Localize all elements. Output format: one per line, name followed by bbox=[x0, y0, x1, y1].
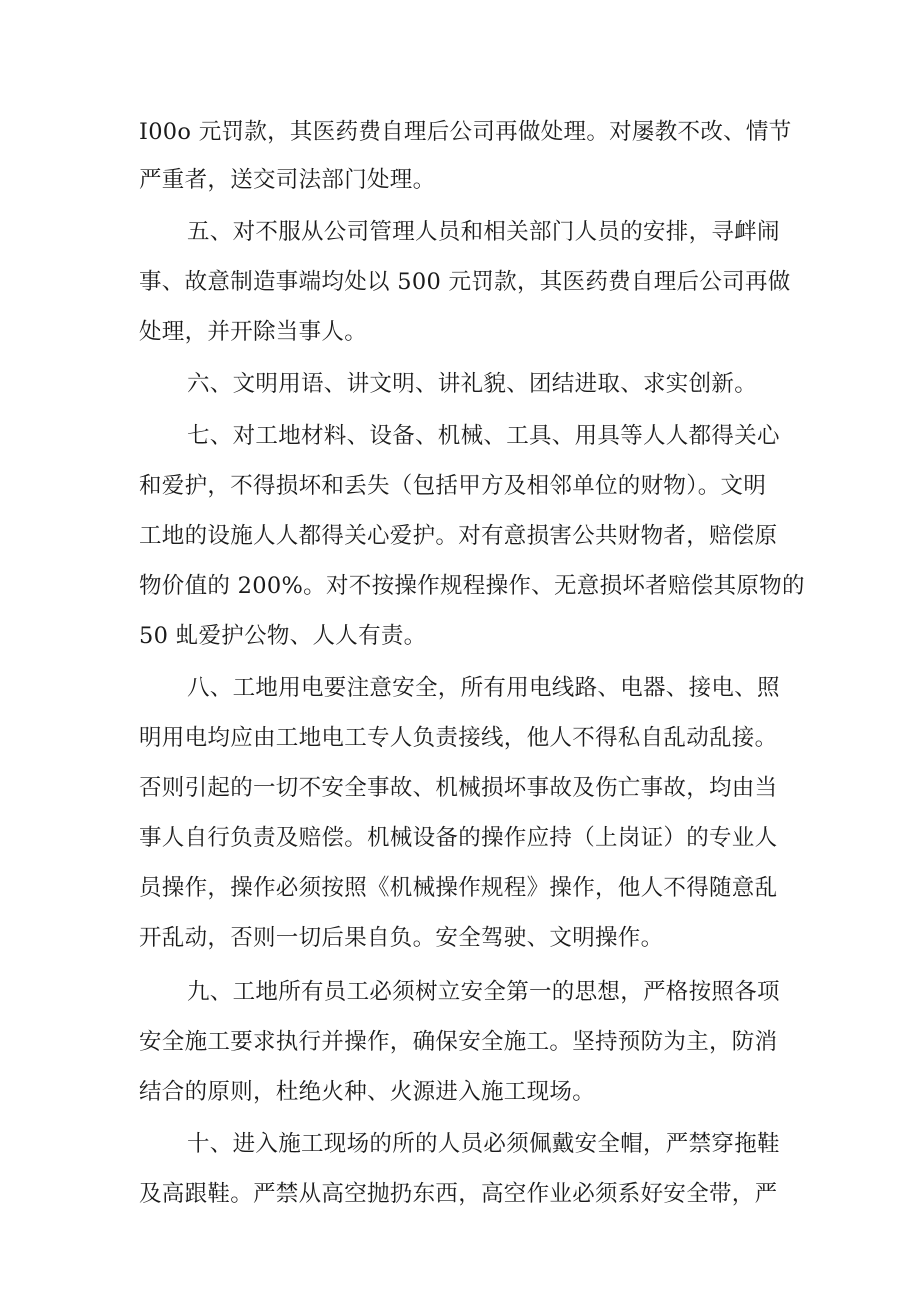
text-line: 50 虬爱护公物、人人有责。 bbox=[139, 623, 427, 649]
text-line: 九、工地所有员工必须树立安全第一的思想，严格按照各项 bbox=[187, 979, 780, 1005]
text-line: 员操作，操作必须按照《机械操作规程》操作，他人不得随意乱 bbox=[139, 875, 778, 901]
text-line: 和爱护，不得损坏和丢失（包括甲方及相邻单位的财物）。文明 bbox=[139, 473, 767, 499]
text-line: 处理，并开除当事人。 bbox=[139, 319, 368, 345]
text-line: 明用电均应由工地电工专人负责接线，他人不得私自乱动乱接。 bbox=[139, 725, 778, 751]
text-line: 否则引起的一切不安全事故、机械损坏事故及伤亡事故，均由当 bbox=[139, 775, 778, 801]
text-line: 六、文明用语、讲文明、讲礼貌、团结进取、求实创新。 bbox=[187, 371, 758, 397]
text-line: 十、进入施工现场的所的人员必须佩戴安全帽，严禁穿拖鞋 bbox=[187, 1131, 780, 1157]
text-line: 安全施工要求执行并操作，确保安全施工。坚持预防为主，防消 bbox=[139, 1029, 778, 1055]
text-line: 及高跟鞋。严禁从高空抛扔东西，高空作业必须系好安全带，严 bbox=[139, 1181, 778, 1207]
text-line: 物价值的 200%。对不按操作规程操作、无意损坏者赔偿其原物的 bbox=[139, 573, 805, 599]
text-line: 五、对不服从公司管理人员和相关部门人员的安排，寻衅闹 bbox=[187, 219, 780, 245]
text-line: 结合的原则，杜绝火种、火源进入施工现场。 bbox=[139, 1079, 596, 1105]
text-line: 事、故意制造事端均处以 500 元罚款，其医药费自理后公司再做 bbox=[139, 269, 791, 295]
text-line: 严重者，送交司法部门处理。 bbox=[139, 167, 436, 193]
text-line: 七、对工地材料、设备、机械、工具、用具等人人都得关心 bbox=[187, 423, 780, 449]
text-line: 开乱动，否则一切后果自负。安全驾驶、文明操作。 bbox=[139, 925, 664, 951]
text-line: 事人自行负责及赔偿。机械设备的操作应持（上岗证）的专业人 bbox=[139, 825, 778, 851]
text-line: 八、工地用电要注意安全，所有用电线路、电器、接电、照 bbox=[187, 675, 780, 701]
text-line: I00o 元罚款，其医药费自理后公司再做处理。对屡教不改、情节 bbox=[139, 119, 792, 145]
text-line: 工地的设施人人都得关心爱护。对有意损害公共财物者，赔偿原 bbox=[139, 523, 778, 549]
